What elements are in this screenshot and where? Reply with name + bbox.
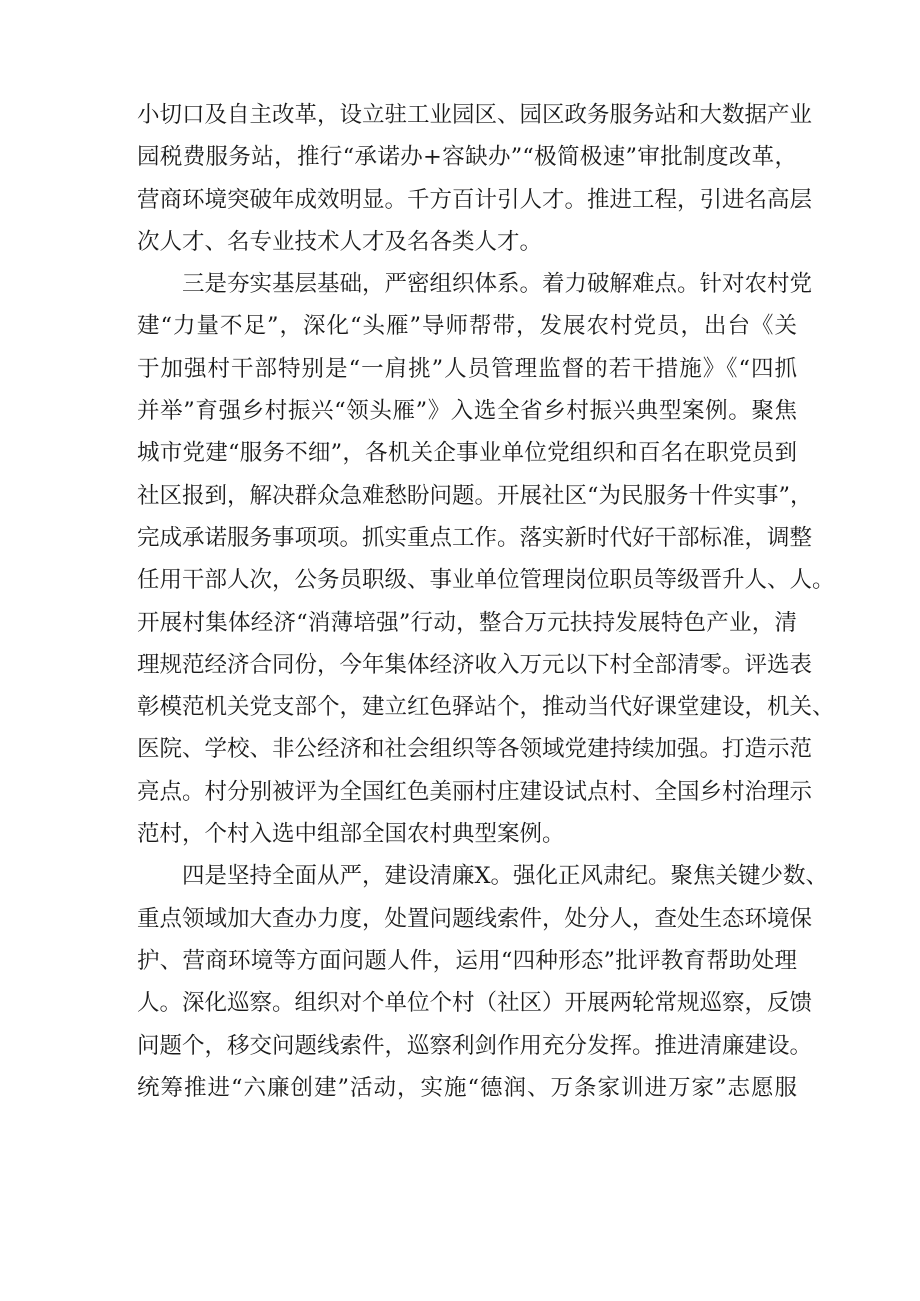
paragraph-reform-talent [137,94,813,263]
text-line: 社区报到，解决群众急难愁盼问题。开展社区“为民服务十件实事”， [137,482,813,509]
text-line: 完成承诺服务事项项。抓实重点工作。落实新时代好干部标准，调整 [137,524,813,551]
paragraph-grassroots-foundation [137,263,835,855]
text-line: 次人才、名专业技术人才及名各类人才。 [137,228,543,255]
text-line: 理规范经济合同份，今年集体经济收入万元以下村全部清零。评选表 [137,651,813,678]
text-line: 问题个，移交问题线索件，巡察利剑作用充分发挥。推进清廉建设。 [137,1032,813,1059]
text-line: 营商环境突破年成效明显。千方百计引人才。推进工程，引进名高层 [137,186,813,213]
text-line: 医院、学校、非公经济和社会组织等各领域党建持续加强。打造示范 [137,736,813,763]
text-line: 并举”育强乡村振兴“领头雁”》入选全省乡村振兴典型案例。聚焦 [137,398,797,425]
text-line: 彰模范机关党支部个，建立红色驿站个，推动当代好课堂建设，机关、 [137,694,835,721]
text-line: 于加强村干部特别是“一肩挑”人员管理监督的若干措施》《“四抓 [137,355,797,382]
text-line: 城市党建“服务不细”，各机关企事业单位党组织和百名在职党员到 [137,440,797,467]
text-line: 建“力量不足”，深化“头雁”导师帮带，发展农村党员，出台《关 [137,313,797,340]
text-line: 开展村集体经济“消薄培强”行动，整合万元扶持发展特色产业，清 [137,609,797,636]
text-line: 重点领域加大查办力度，处置问题线索件，处分人，查处生态环境保 [137,905,813,932]
text-line: 护、营商环境等方面问题人件，运用“四种形态”批评教育帮助处理 [137,947,797,974]
text-line: 三是夯实基层基础，严密组织体系。着力破解难点。针对农村党 [182,271,813,298]
text-line: 范村，个村入选中组部全国农村典型案例。 [137,821,565,848]
document-body [137,94,835,1109]
text-line: 园税费服务站，推行“承诺办+容缺办”“极简极速”审批制度改革， [137,144,797,171]
text-line: 四是坚持全面从严，建设清廉X。强化正风肃纪。聚焦关键少数、 [182,863,829,890]
text-line: 任用干部人次，公务员职级、事业单位管理岗位职员等级晋升人、人。 [137,567,835,594]
paragraph-strict-governance [137,855,829,1109]
text-line: 统筹推进“六廉创建”活动，实施“德润、万条家训进万家”志愿服 [137,1074,797,1101]
text-line: 人。深化巡察。组织对个单位个村（社区）开展两轮常规巡察，反馈 [137,990,813,1017]
text-line: 小切口及自主改革，设立驻工业园区、园区政务服务站和大数据产业 [137,102,813,128]
text-line: 亮点。村分别被评为全国红色美丽村庄建设试点村、全国乡村治理示 [137,778,813,805]
